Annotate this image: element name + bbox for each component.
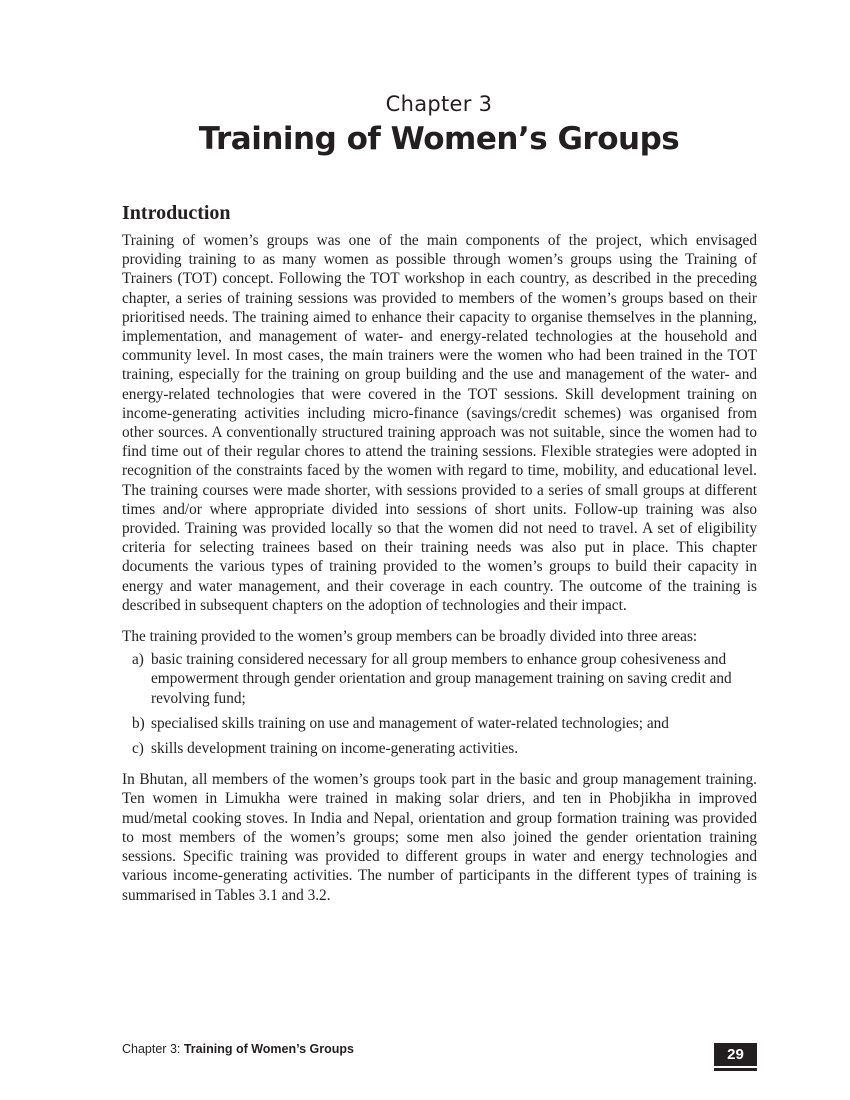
list-item-text: skills development training on income-generating activities. bbox=[151, 740, 519, 758]
section-heading: Introduction bbox=[122, 202, 231, 224]
list-item bbox=[122, 650, 757, 708]
page-number-rule bbox=[714, 1068, 757, 1071]
closing-paragraph: In Bhutan, all members of the women’s groups took part in the basic and group management training. Ten women in Limukha were trained in making solar driers, and ten in Phobjikha in improved mud/metal cooking stoves. In India and Nepal, orientation and group formation training was provided to most members of the women’s groups; some men also joined the gender orientation training sessions. Specific training was provided to different groups in water and energy technologies and various income-generating activities. The number of participants in the different types of training is summarised in Tables 3.1 and 3.2. bbox=[122, 771, 757, 904]
training-areas-list bbox=[122, 650, 757, 758]
list-item bbox=[122, 714, 757, 733]
running-footer bbox=[122, 1042, 354, 1056]
list-item-text: specialised skills training on use and management of water-related technologies; and bbox=[151, 714, 669, 732]
areas-lead-paragraph: The training provided to the women’s group members can be broadly divided into three areas: bbox=[122, 628, 698, 646]
chapter-title: Training of Women’s Groups bbox=[198, 121, 680, 157]
list-item-text: basic training considered necessary for all group members to enhance group cohesiveness and empowerment through gender orientation and group management training on saving credit and revolving fund; bbox=[151, 651, 732, 707]
chapter-body bbox=[122, 200, 757, 905]
list-marker: a) bbox=[132, 651, 144, 669]
footer-chapter-name: Training of Women’s Groups bbox=[183, 1042, 355, 1056]
list-marker: c) bbox=[132, 740, 144, 758]
list-item bbox=[122, 739, 757, 758]
footer-chapter-prefix: Chapter 3: bbox=[122, 1042, 181, 1056]
intro-paragraph: Training of women’s groups was one of the main components of the project, which envisaged providing training to as many women as possible through women’s groups using the Training of Trainers (TOT) concept. Following the TOT workshop in each country, as described in the preceding chapter, a series of training sessions was provided to members of the women’s groups based on their prioritised needs. The training aimed to enhance their capacity to organise themselves in the planning, implementation, and management of water- and energy-related technologies at the household and community level. In most cases, the main trainers were the women who had been trained in the TOT training, especially for the training on group building and the use and management of the water- and energy-related technologies that were covered in the TOT sessions. Skill development training on income-generating activities including micro-finance (savings/credit schemes) was organised from other sources. A conventionally structured training approach was not suitable, since the women had to find time out of their regular chores to attend the training sessions. Flexible strategies were adopted in recognition of the constraints faced by the women with regard to time, mobility, and educational level. The training courses were made shorter, with sessions provided to a series of small groups at different times and/or where appropriate divided into sessions of short units. Follow-up training was also provided. Training was provided locally so that the women did not need to travel. A set of eligibility criteria for selecting trainees based on their training needs was also put in place. This chapter documents the various types of training provided to the women’s groups to build their capacity in energy and water management, and their coverage in each country. The outcome of the training is described in subsequent chapters on the adoption of technologies and their impact. bbox=[122, 232, 757, 614]
page-number: 29 bbox=[714, 1043, 757, 1066]
list-marker: b) bbox=[132, 714, 145, 732]
chapter-label: Chapter 3 bbox=[385, 92, 493, 116]
